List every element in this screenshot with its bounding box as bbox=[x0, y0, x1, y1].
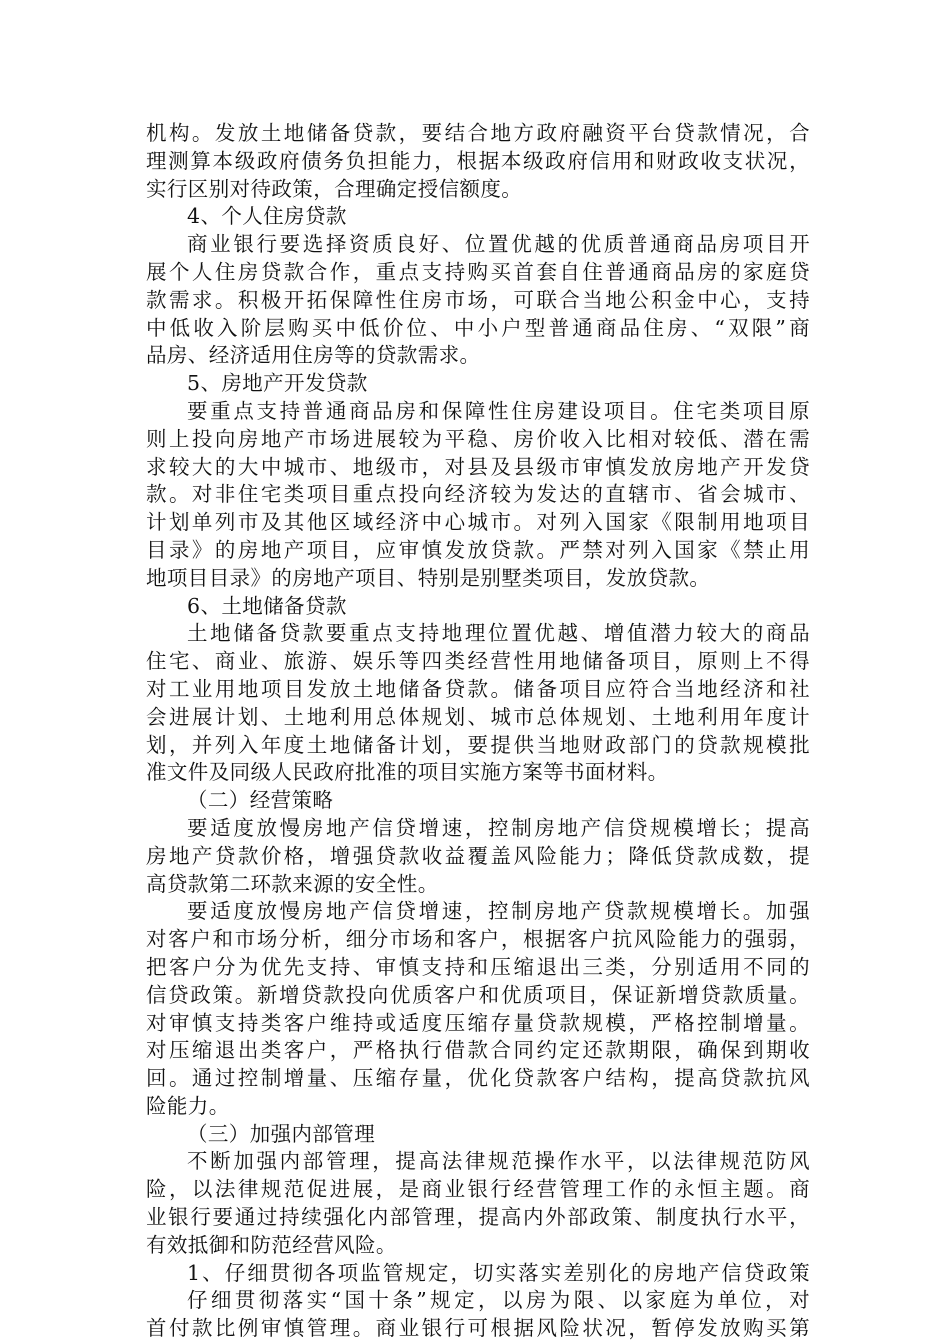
text-line: 对压缩退出类客户，严格执行借款合同约定还款期限，确保到期收 bbox=[146, 1038, 810, 1063]
text-line: 高贷款第二环款来源的安全性。 bbox=[146, 871, 439, 896]
text-line: 回。通过控制增量、压缩存量，优化贷款客户结构，提高贷款抗风 bbox=[146, 1066, 810, 1091]
text-line: 求较大的大中城市、地级市，对县及县级市审慎发放房地产开发贷 bbox=[146, 454, 810, 479]
text-line: 险能力。 bbox=[146, 1093, 230, 1118]
text-line: 款。对非住宅类项目重点投向经济较为发达的直辖市、省会城市、 bbox=[146, 482, 810, 507]
text-line: 计划单列市及其他区域经济中心城市。对列入国家《限制用地项目 bbox=[146, 510, 810, 535]
text-line: 要适度放慢房地产信贷增速，控制房地产信贷规模增长；提高 bbox=[187, 815, 810, 840]
text-line: 对审慎支持类客户维持或适度压缩存量贷款规模，严格控制增量。 bbox=[146, 1010, 810, 1035]
text-line: 住宅、商业、旅游、娱乐等四类经营性用地储备项目，原则上不得 bbox=[146, 649, 810, 674]
text-line: （二）经营策略 bbox=[187, 788, 334, 813]
text-line: 品房、经济适用住房等的贷款需求。 bbox=[146, 343, 481, 368]
text-line: 4、个人住房贷款 bbox=[187, 204, 347, 229]
text-line: 对客户和市场分析，细分市场和客户，根据客户抗风险能力的强弱， bbox=[146, 927, 810, 952]
text-line: 商业银行要选择资质良好、位置优越的优质普通商品房项目开 bbox=[187, 232, 810, 257]
text-line: （三）加强内部管理 bbox=[187, 1121, 376, 1146]
text-line: 对工业用地项目发放土地储备贷款。储备项目应符合当地经济和社 bbox=[146, 676, 810, 701]
text-line: 有效抵御和防范经营风险。 bbox=[146, 1232, 397, 1257]
text-line: 6、土地储备贷款 bbox=[187, 593, 347, 618]
text-line: 把客户分为优先支持、审慎支持和压缩退出三类，分别适用不同的 bbox=[146, 954, 810, 979]
text-line: 险，以法律规范促进展，是商业银行经营管理工作的永恒主题。商 bbox=[146, 1177, 810, 1202]
text-line: 准文件及同级人民政府批准的项目实施方案等书面材料。 bbox=[146, 760, 669, 785]
text-line: 目录》的房地产项目，应审慎发放贷款。严禁对列入国家《禁止用 bbox=[146, 537, 810, 562]
text-line: 要重点支持普通商品房和保障性住房建设项目。住宅类项目原 bbox=[187, 398, 810, 423]
text-line: 展个人住房贷款合作，重点支持购买首套自住普通商品房的家庭贷 bbox=[146, 259, 810, 284]
text-line: 划，并列入年度土地储备计划，要提供当地财政部门的贷款规模批 bbox=[146, 732, 810, 757]
text-line: 款需求。积极开拓保障性住房市场，可联合当地公积金中心，支持 bbox=[146, 287, 810, 312]
text-line: 中低收入阶层购买中低价位、中小户型普通商品住房、“双限”商 bbox=[146, 315, 810, 340]
text-line: 首付款比例审慎管理。商业银行可根据风险状况，暂停发放购买第 bbox=[146, 1316, 810, 1341]
text-line: 信贷政策。新增贷款投向优质客户和优质项目，保证新增贷款质量。 bbox=[146, 982, 810, 1007]
text-line: 不断加强内部管理，提高法律规范操作水平，以法律规范防风 bbox=[187, 1149, 810, 1174]
document-body bbox=[146, 120, 810, 1343]
text-line: 机构。发放土地储备贷款，要结合地方政府融资平台贷款情况，合 bbox=[146, 121, 810, 145]
text-line: 土地储备贷款要重点支持地理位置优越、增值潜力较大的商品 bbox=[187, 621, 810, 646]
text-line: 地项目目录》的房地产项目、特别是别墅类项目，发放贷款。 bbox=[146, 565, 711, 590]
text-line: 仔细贯彻落实“国十条”规定，以房为限、以家庭为单位，对 bbox=[187, 1288, 810, 1313]
text-line: 实行区别对待政策，合理确定授信额度。 bbox=[146, 176, 523, 201]
text-line: 5、房地产开发贷款 bbox=[187, 371, 368, 396]
text-line: 理测算本级政府债务负担能力，根据本级政府信用和财政收支状况， bbox=[146, 148, 810, 173]
text-line: 要适度放慢房地产信贷增速，控制房地产贷款规模增长。加强 bbox=[187, 899, 810, 924]
text-line: 1、仔细贯彻各项监管规定，切实落实差别化的房地产信贷政策 bbox=[187, 1260, 810, 1285]
text-line: 则上投向房地产市场进展较为平稳、房价收入比相对较低、潜在需 bbox=[146, 426, 810, 451]
text-line: 业银行要通过持续强化内部管理，提高内外部政策、制度执行水平， bbox=[146, 1205, 810, 1230]
text-line: 会进展计划、土地利用总体规划、城市总体规划、土地利用年度计 bbox=[146, 704, 810, 729]
text-line: 房地产贷款价格，增强贷款收益覆盖风险能力；降低贷款成数，提 bbox=[146, 843, 810, 868]
